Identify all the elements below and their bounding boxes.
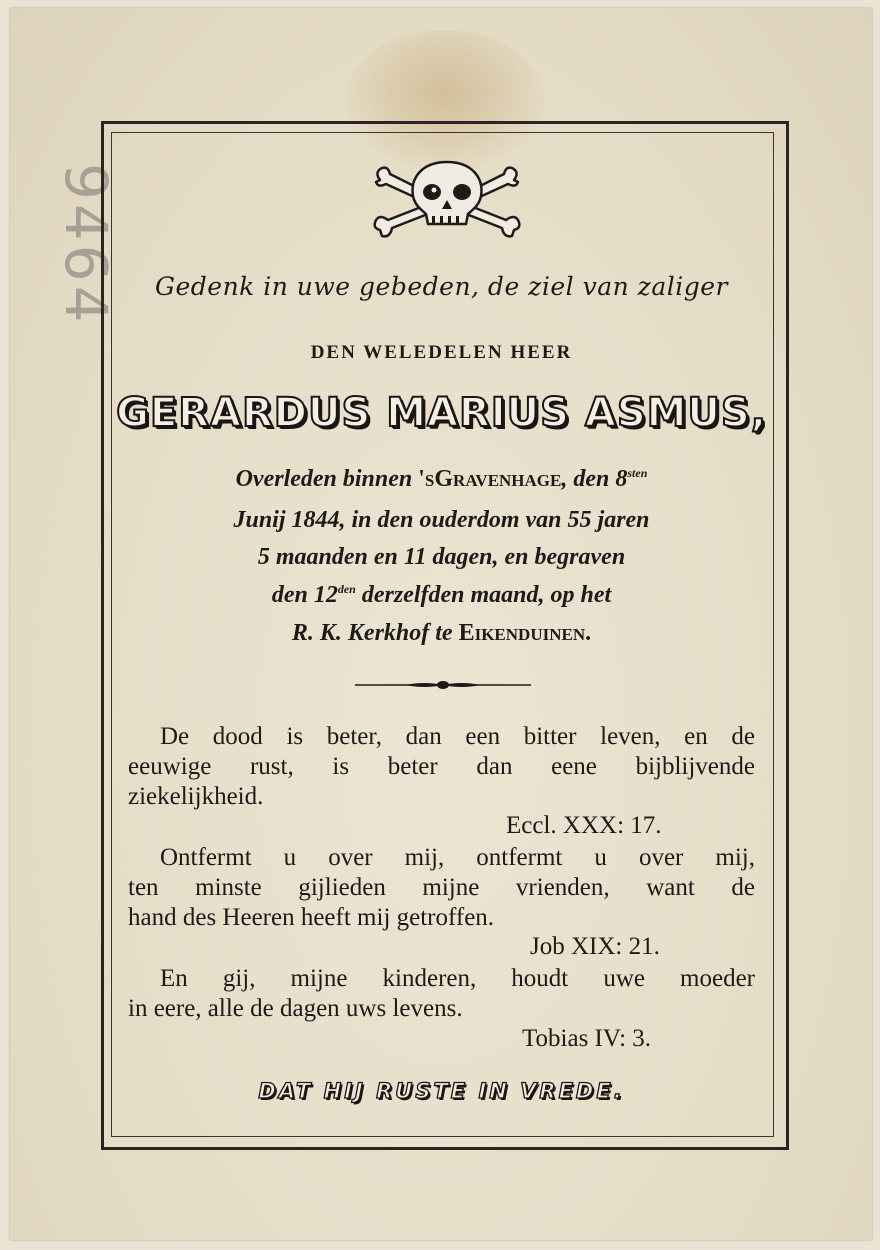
honorific: DEN WELEDELEN HEER <box>310 342 573 363</box>
verse-2-line-2: ten minste gijlieden mijne vrienden, want de <box>128 874 755 901</box>
bio-line-5 <box>111 620 772 647</box>
verse-2-reference: Job XIX: 21. <box>530 933 660 960</box>
bio-text: R. K. Kerkhof te <box>291 620 459 646</box>
ordinal-suffix: sten <box>627 466 648 480</box>
bio-text: , den 8 <box>561 466 628 492</box>
bio-text: derzelfden maand, op het <box>355 582 612 608</box>
closing-line: DAT HIJ RUSTE IN VREDE. <box>258 1079 625 1103</box>
bio-text: Overleden binnen <box>235 466 419 492</box>
verse-3-line-2: in eere, alle de dagen uws levens. <box>128 995 463 1022</box>
burial-place: Eikenduinen. <box>458 620 592 646</box>
ordinal-suffix: den <box>337 582 356 596</box>
verse-1-reference: Eccl. XXX: 17. <box>506 812 662 839</box>
deceased-name: GERARDUS MARIUS ASMUS, <box>116 390 767 436</box>
bio-line-2: Junij 1844, in den ouderdom van 55 jaren <box>233 507 650 533</box>
place-of-death: 'sGravenhage <box>418 466 562 492</box>
bio-line-3: 5 maanden en 11 dagen, en begraven <box>257 544 626 570</box>
bio-line-1 <box>111 466 772 493</box>
bio-line-4 <box>111 582 772 609</box>
skull-crossbones-icon <box>368 158 526 246</box>
bio-text: den 12 <box>271 582 338 608</box>
verse-3-reference: Tobias IV: 3. <box>522 1025 652 1052</box>
verse-1-line-1: De dood is beter, dan een bitter leven, en de <box>160 723 755 750</box>
verse-3-line-1: En gij, mijne kinderen, houdt uwe moeder <box>160 965 755 992</box>
verse-2-line-1: Ontfermt u over mij, ontfermt u over mij, <box>160 844 755 871</box>
intro-line: Gedenk in uwe gebeden, de ziel van zaliger <box>155 272 728 301</box>
ornamental-divider <box>355 680 531 690</box>
verse-2-line-3: hand des Heeren heeft mij getroffen. <box>128 904 495 931</box>
verse-1-line-3: ziekelijkheid. <box>128 783 264 810</box>
pencil-inventory-number: 9464 <box>52 163 120 327</box>
verse-1-line-2: eeuwige rust, is beter dan eene bijblijvende <box>128 753 755 780</box>
